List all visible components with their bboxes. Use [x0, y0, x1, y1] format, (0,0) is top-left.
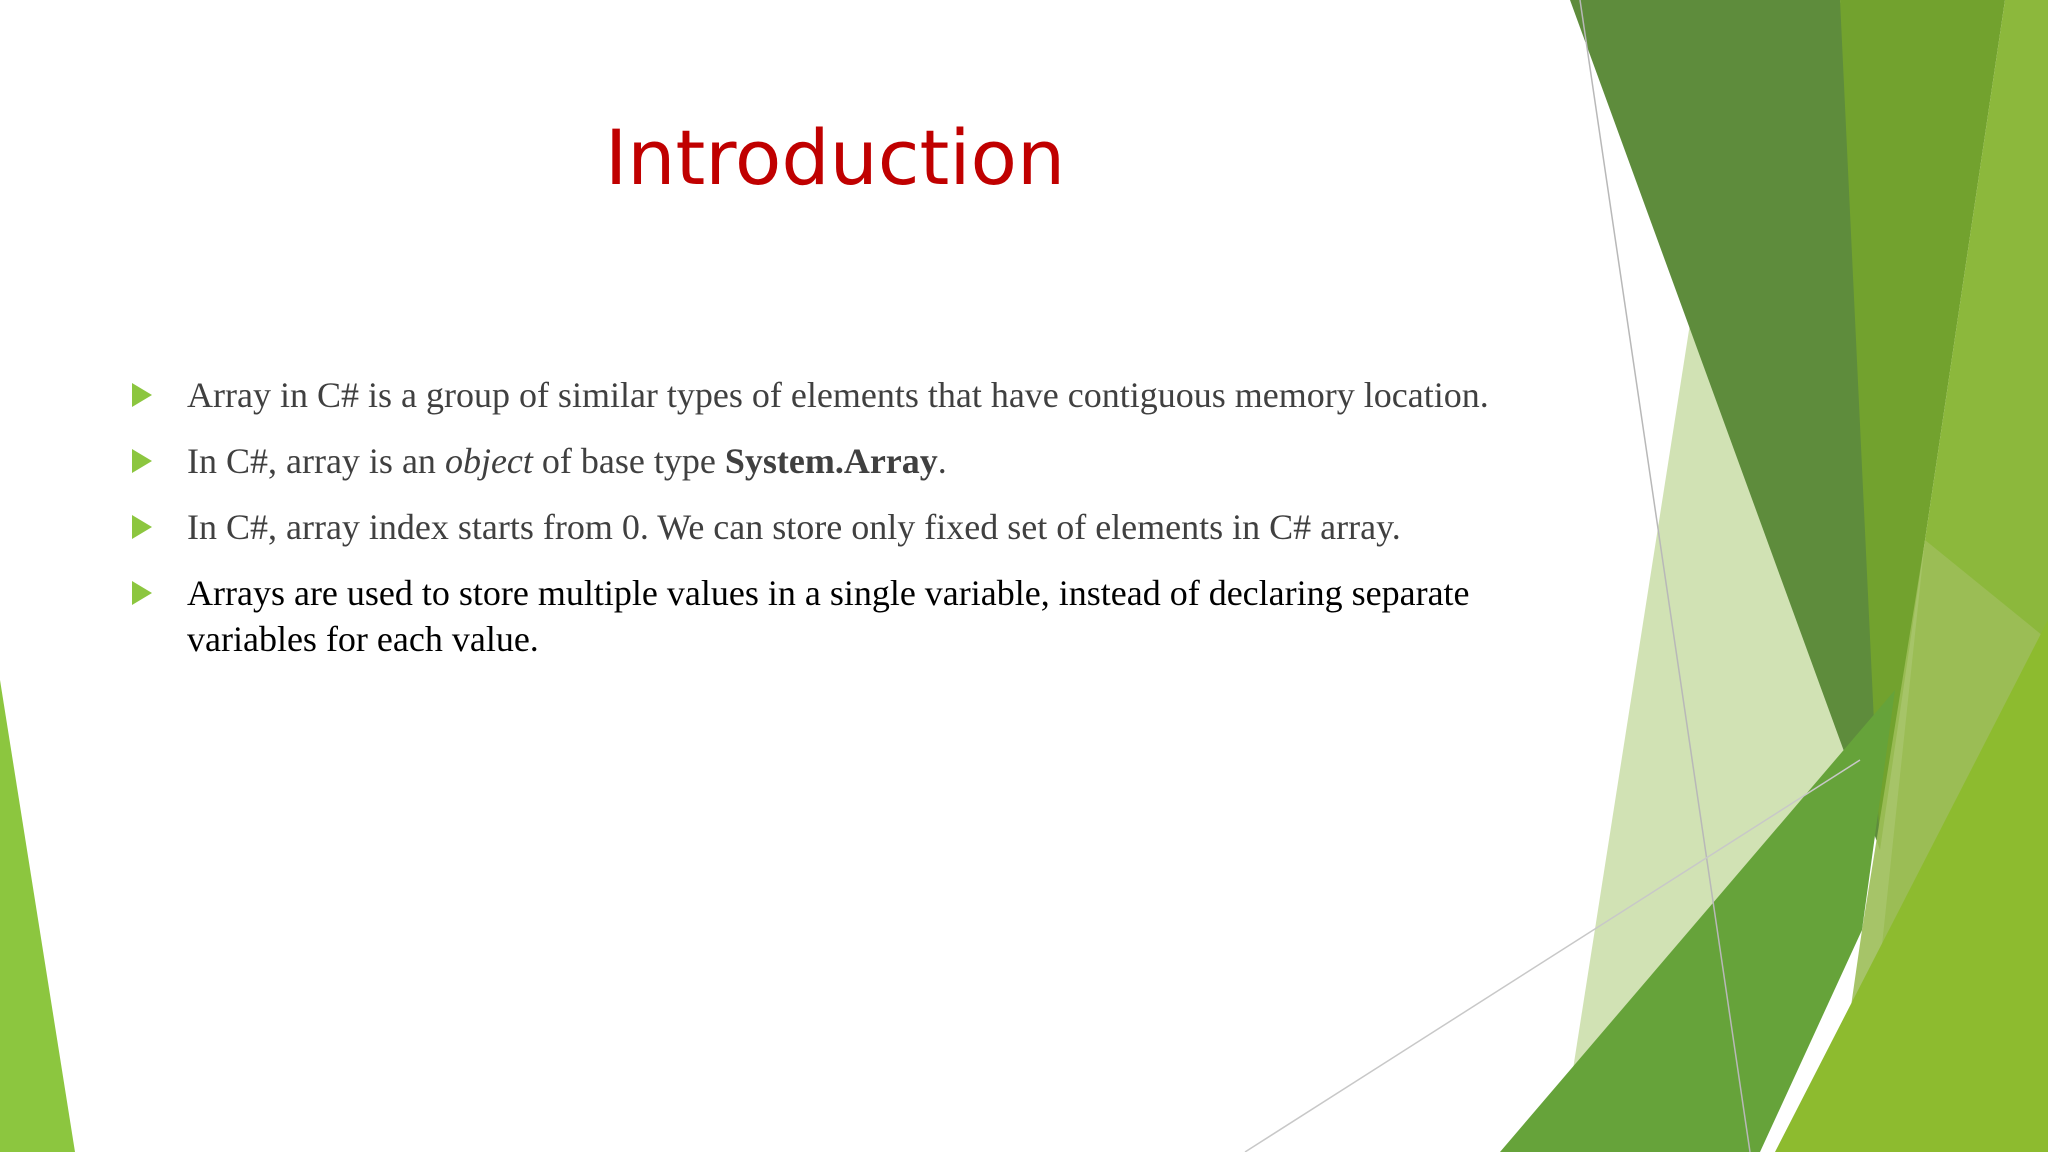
bullet-text-segment: of base type [532, 441, 725, 481]
bullet-text [187, 507, 1401, 547]
bullet-text [187, 441, 947, 481]
bullet-text-segment: In C#, array index starts from 0. We can store only fixed set of elements in C# array. [187, 507, 1401, 547]
triangle-bullet-icon [132, 581, 152, 605]
bullet-text-segment: Array in C# is a group of similar types of elements that have contiguous memory location. [187, 375, 1489, 415]
bullet-text-segment: System.Array [724, 441, 938, 481]
bullet-text-segment: In C#, array is an [187, 441, 445, 481]
bullet-item [128, 504, 1528, 550]
triangle-bullet-icon [132, 449, 152, 473]
bullet-text-segment: . [937, 441, 947, 481]
bullet-text [187, 375, 1489, 415]
triangle-bullet-icon [132, 383, 152, 407]
bullet-text [187, 573, 1479, 659]
bullet-text-segment: Arrays are used to store multiple values in a single variable, instead of declaring separate variables for each value. [187, 573, 1479, 659]
bullet-item [128, 438, 1528, 484]
bullet-item [128, 372, 1528, 418]
facet-left-sliver [0, 680, 75, 1152]
triangle-bullet-icon [132, 515, 152, 539]
bullet-list [128, 372, 1528, 682]
bullet-text-segment: object [444, 441, 533, 481]
bullet-item [128, 570, 1528, 662]
slide-title: Introduction [604, 113, 1066, 202]
